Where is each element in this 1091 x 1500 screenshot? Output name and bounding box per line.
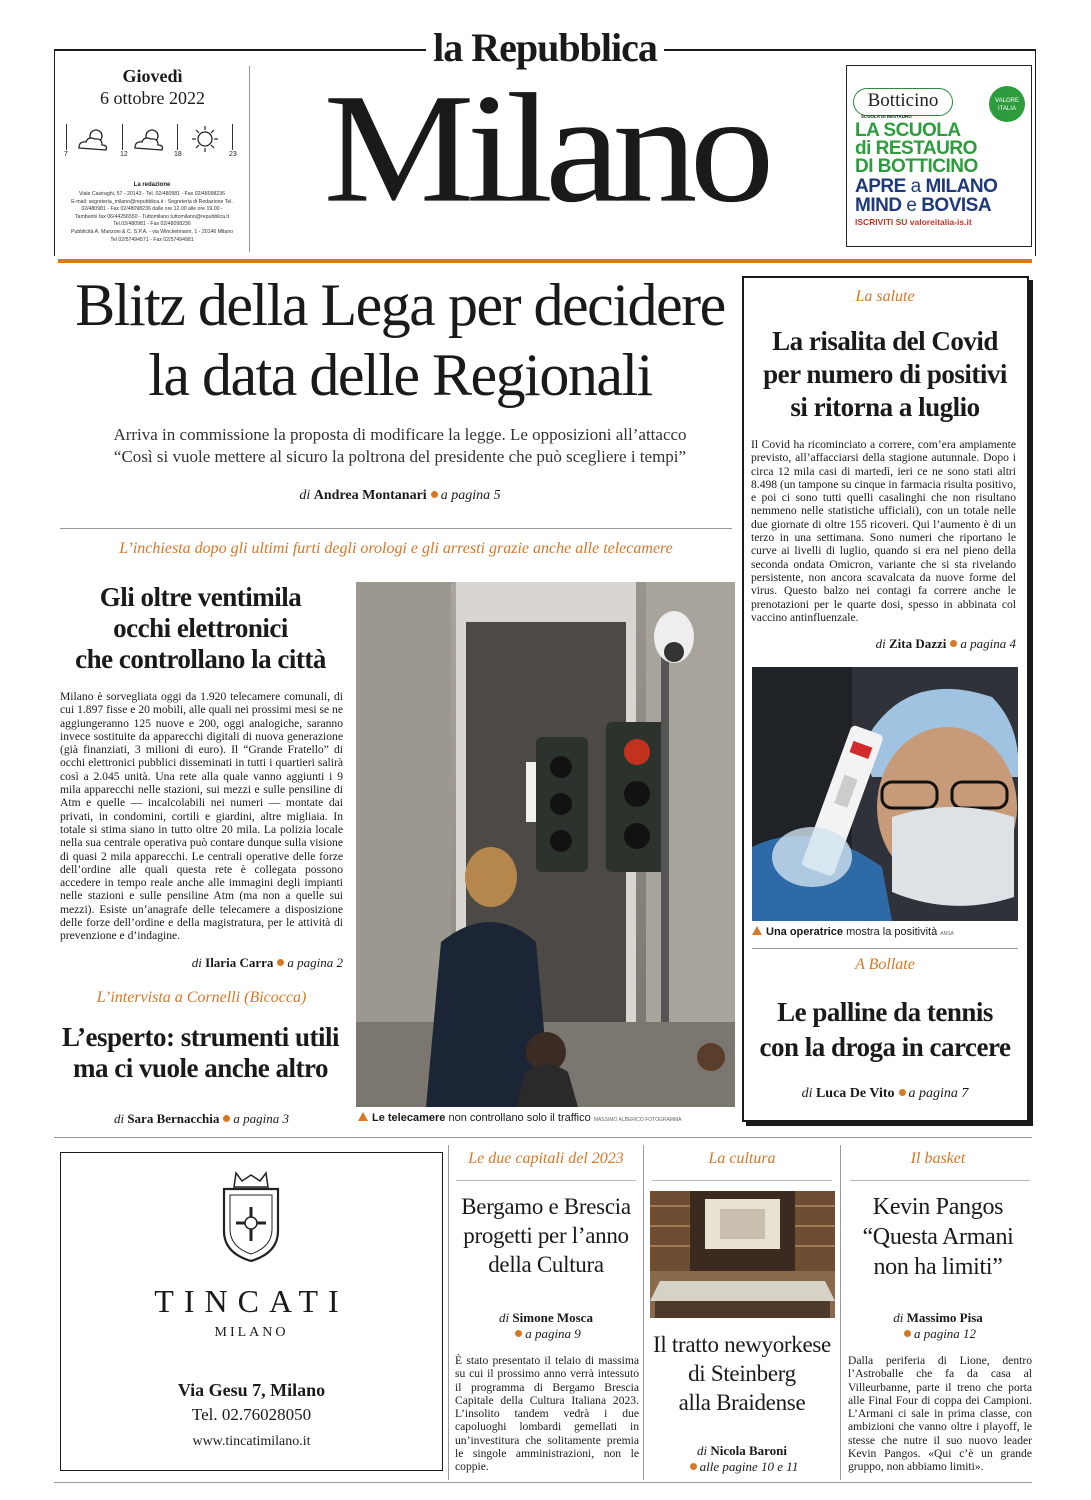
byline-author[interactable]: Zita Dazzi	[888, 636, 947, 651]
ad-line: DI BOTTICINO	[855, 156, 978, 177]
headline-line: Bergamo e Brescia	[461, 1194, 631, 1219]
bullet-icon	[690, 1463, 697, 1470]
headline-line: progetti per l’anno	[463, 1223, 629, 1248]
botticino-logo: Botticino	[853, 88, 953, 116]
page-ref[interactable]: a pagina 5	[440, 488, 501, 503]
byline-prefix: di	[875, 636, 886, 651]
tincati-name: TINCATI	[154, 1283, 349, 1319]
byline-author[interactable]: Massimo Pisa	[906, 1310, 983, 1325]
interview-headline[interactable]	[54, 1022, 347, 1084]
byline-author[interactable]: Simone Mosca	[512, 1310, 593, 1325]
weather-tick	[66, 124, 67, 150]
headline-line: la data delle Regionali	[148, 342, 652, 408]
masthead-divider	[249, 66, 250, 252]
ad-line: di RESTAURO	[855, 138, 977, 159]
byline-prefix: di	[113, 1111, 125, 1126]
sun-icon	[188, 124, 222, 154]
photo-credit: ANSA	[940, 931, 954, 937]
botticino-locations	[855, 177, 997, 215]
health-byline	[751, 636, 1016, 652]
weather-tick	[122, 124, 123, 150]
inquiry-photo-caption	[358, 1112, 738, 1124]
interview-byline	[60, 1111, 343, 1127]
page-bottom-rule	[54, 1482, 1032, 1483]
headline-line: Gli oltre ventimila	[99, 582, 302, 612]
byline-prefix: di	[499, 1310, 510, 1325]
health-body: Il Covid ha ricominciato a correre, com’era ampiamente previsto, all’affacciarsi della stagione autunnale. Dopo i circa 12 mila casi di martedì, ieri ce ne sono stati altri 8.498 (un tampone su cinque in farmacia risulta positivo, e poi ci sono tutti quelli casalinghi che non risultano nemmeno nelle statistiche ufficiali), con un totale nelle due giornate di oltre 155 ricoveri. Qui l’aumento è di un terzo in una settimana. Sono numeri che riportano le curve ai livelli di luglio, quando si era nel pieno della seconda ondata Omicron, variante che si sta rivelando persistente, non ancora scavalcata da nuove forme del virus. Questo balzo nei contagi fa correre anche le prenotazioni per le quarte dosi, spesso in abbinata col vaccino antinfluenzale.	[751, 438, 1016, 624]
redazione-line: Viale Casiraghi, 57 - 20143 - Tel. 02/480981 - Fax 02/48098236	[78, 191, 226, 197]
column-divider	[448, 1145, 449, 1480]
basket-headline[interactable]	[843, 1192, 1033, 1282]
redazione-line: Tel.02/480981 - Fax 02/48098236	[113, 221, 191, 228]
bollate-byline	[745, 1086, 1025, 1102]
byline-prefix: di	[893, 1310, 904, 1325]
traffic-light-photo	[356, 582, 735, 1107]
headline-line: di Steinberg	[688, 1361, 796, 1386]
bullet-icon	[515, 1330, 522, 1337]
cloud-sun-icon	[76, 126, 112, 152]
tincati-crest-icon	[216, 1171, 286, 1263]
botticino-logo-sub: SCUOLA DI RESTAURO	[861, 114, 912, 119]
botticino-headline	[855, 122, 978, 176]
edition-title: Milano	[323, 61, 767, 235]
photo-illustration	[752, 667, 1018, 921]
basket-kicker: Il basket	[910, 1150, 966, 1167]
basket-body: Dalla periferia di Lione, dentro l’Astroballe che fa da casa al Villeurbanne, parte il treno che porta alle Final Four di coppa dei Campioni. L’Armani ci sale in prima classe, con ambizioni che vanno oltre i playoff, le stesse che nutre il suo nuovo leader Kevin Pangos. «Qui c’è un grande gruppo, non abbiamo limiti».	[848, 1354, 1032, 1474]
date-day: Giovedì	[122, 66, 183, 86]
page-ref[interactable]: a pagina 3	[233, 1111, 290, 1126]
photo-illustration	[356, 582, 735, 1107]
headline-line: Le palline da tennis	[777, 997, 993, 1027]
photo-credit: MASSIMO ALBERICO FOTOGRAMMA	[593, 1117, 682, 1123]
ad-word: MILANO	[925, 176, 998, 197]
capitals-kicker: Le due capitali del 2023	[468, 1150, 624, 1167]
weather-tick	[177, 124, 178, 150]
culture-kicker: La cultura	[708, 1150, 776, 1167]
byline-author[interactable]: Luca De Vito	[815, 1086, 895, 1101]
headline-line: per numero di positivi	[763, 359, 1007, 389]
inquiry-byline	[60, 955, 343, 971]
redazione-line: 02/480981 - Fax 02/48098236 dalle ore 12.00 alle ore 19.00 -	[81, 206, 223, 213]
weather-hour: 7	[64, 151, 68, 158]
ad-word: a	[910, 176, 921, 197]
redazione-line: E-mail: segreteria_milano@repubblica.it - Segreteria di Redazione Tel.	[71, 198, 233, 205]
caption-bold: Le telecamere	[372, 1112, 446, 1124]
ad-word: BOVISA	[921, 195, 992, 216]
basket-byline	[843, 1310, 1033, 1342]
inquiry-headline[interactable]	[58, 582, 343, 675]
byline-prefix: di	[801, 1086, 813, 1101]
valore-italia-badge: VALORE ITALIA	[989, 86, 1025, 122]
bullet-icon	[223, 1115, 230, 1122]
byline-author[interactable]: Sara Bernacchia	[127, 1111, 220, 1126]
health-photo-caption	[752, 926, 1018, 938]
headline-line: che controllano la città	[75, 644, 326, 674]
inquiry-kicker: L’inchiesta dopo gli ultimi furti degli orologi e gli arresti grazie anche alle telecamere	[119, 540, 673, 557]
redazione-info	[58, 191, 246, 244]
tincati-website[interactable]: www.tincatimilano.it	[192, 1434, 311, 1449]
weather-hour: 18	[174, 151, 182, 158]
headline-line: Kevin Pangos	[872, 1194, 1004, 1220]
caption-triangle-icon	[358, 1112, 368, 1121]
ad-word: e	[906, 195, 917, 216]
braidense-photo	[650, 1191, 835, 1318]
bollate-headline[interactable]	[745, 995, 1025, 1065]
capitals-headline[interactable]	[452, 1192, 640, 1279]
lead-subhead	[60, 424, 740, 468]
date-full: 6 ottobre 2022	[100, 88, 205, 108]
inquiry-body: Milano è sorvegliata oggi da 1.920 telecamere comunali, di cui 1.897 fisse e 20 mobili, alle quali nei prossimi mesi se ne aggiungeranno 125 nuove e 200, oggi analogiche, saranno invece sostituite da apparecchi digitali di nuova generazione (già finanziati, 3 milioni di euro). Il “Grande Fratello” di occhi elettronici pubblici disseminati in tutti i quartieri salirà così a 2.045 unità. Una rete alla quale vanno aggiunti i 9 mila apparecchi nelle stazioni, sui mezzi e sulle pensiline di Atm e quelle — incalcolabili nei numeri — montate dai privati, in condomini, cortili e giardini, altre migliaia. In totale si stima siano in tutto oltre 20 mila. La polizia locale nella sua centrale operativa può contare dunque sulla visione di quasi 2 mila apparecchi. Le centrali operative delle forze dell’ordine alle quali questa rete è collegata possono accedere in tempo reale anche alle immagini degli impianti nelle stazioni e sulle pensiline Atm (ma non a quelle sui mezzi). Esiste un’anagrafe delle telecamere a disposizione delle forze dell’ordine e della magistratura, per le attività di prevenzione e d’indagine.	[60, 690, 343, 943]
lead-headline[interactable]	[60, 270, 740, 410]
weather-strip	[64, 124, 244, 158]
bollate-kicker: A Bollate	[855, 956, 915, 973]
byline-prefix: di	[191, 955, 202, 970]
headline-line: Il tratto newyorkese	[653, 1332, 831, 1357]
tincati-phone[interactable]: Tel. 02.76028050	[191, 1405, 312, 1424]
caption-bold: Una operatrice	[766, 926, 844, 938]
subhead-line: “Così si vuole mettere al sicuro la poltrona del presidente che può scegliere i tempi”	[113, 447, 687, 466]
section-rule	[60, 528, 732, 529]
redazione-title: La redazione	[133, 182, 171, 188]
frame-left	[54, 51, 55, 256]
capitals-byline	[452, 1310, 640, 1342]
byline-author[interactable]: Nicola Baroni	[710, 1443, 788, 1458]
headline-line: L’esperto: strumenti utili	[62, 1022, 339, 1052]
bullet-icon	[950, 640, 957, 647]
culture-headline[interactable]	[646, 1330, 838, 1417]
headline-line: non ha limiti”	[873, 1254, 1003, 1280]
cloud-sun-icon	[132, 126, 168, 152]
masthead-rule-right	[664, 49, 1036, 51]
byline-author[interactable]: Andrea Montanari	[313, 488, 427, 503]
column-divider	[840, 1145, 841, 1480]
ad-botticino[interactable]	[846, 65, 1032, 247]
headline-line: ma ci vuole anche altro	[73, 1053, 328, 1083]
caption-triangle-icon	[752, 926, 762, 935]
headline-line: occhi elettronici	[113, 613, 288, 643]
byline-author[interactable]: Ilaria Carra	[205, 955, 274, 970]
bullet-icon	[277, 959, 284, 966]
page-ref[interactable]: a pagina 7	[908, 1086, 969, 1101]
headline-line: alla Braidense	[678, 1390, 806, 1415]
kicker-rule	[456, 1180, 636, 1181]
capitals-body: È stato presentato il telaio di massima su cui il prossimo anno verrà intessuto il programma di Bergamo Brescia Capitale della Cultura Italiana 2023. L’insolito tandem vedrà i due capoluoghi lombardi gemellati in un’investitura che solitamente premia le singole amministrazioni, non le coppie.	[455, 1354, 639, 1474]
ad-word: APRE	[855, 176, 906, 197]
headline-line: La risalita del Covid	[772, 326, 998, 356]
health-headline[interactable]	[745, 325, 1025, 424]
ad-tincati[interactable]	[60, 1152, 443, 1471]
weather-hour: 12	[120, 151, 128, 158]
headline-line: con la droga in carcere	[759, 1032, 1011, 1062]
bullet-icon	[904, 1330, 911, 1337]
masthead-rule-left	[54, 49, 426, 51]
page-ref[interactable]: a pagina 2	[287, 955, 343, 970]
lead-byline	[60, 488, 740, 504]
botticino-cta[interactable]: ISCRIVITI SU valoreitalia-is.it	[855, 217, 972, 227]
page-ref[interactable]: a pagina 9	[525, 1326, 581, 1341]
frame-right	[1035, 51, 1036, 256]
ad-word: MIND	[855, 195, 902, 216]
headline-line: della Cultura	[488, 1252, 604, 1277]
section-rule	[752, 948, 1018, 949]
bullet-icon	[899, 1089, 906, 1096]
photo-illustration	[650, 1191, 835, 1318]
headline-line: si ritorna a luglio	[790, 392, 980, 422]
headline-line: “Questa Armani	[862, 1224, 1014, 1250]
brand-name[interactable]: la Repubblica	[433, 25, 657, 70]
caption-text: non controllano solo il traffico	[448, 1112, 591, 1124]
page-ref[interactable]: a pagina 12	[913, 1326, 977, 1341]
tincati-city: MILANO	[214, 1325, 289, 1340]
column-divider	[643, 1145, 644, 1480]
health-kicker: La salute	[855, 288, 915, 305]
bullet-icon	[431, 491, 438, 498]
weather-tick	[232, 124, 233, 150]
ad-line: LA SCUOLA	[855, 120, 961, 141]
byline-prefix: di	[299, 488, 311, 503]
kicker-rule	[850, 1180, 1030, 1181]
culture-byline	[646, 1443, 838, 1475]
redazione-line: Tel 02/57494571 - Fax 02/57494981	[110, 236, 194, 243]
redazione-line: Tamburini fax 06/44256550 - Tuttomilano tuttomilano@repubblica.it	[74, 213, 230, 220]
byline-prefix: di	[696, 1443, 708, 1458]
masthead-orange-rule	[58, 259, 1032, 263]
interview-kicker: L’intervista a Cornelli (Bicocca)	[96, 989, 307, 1006]
covid-test-photo	[752, 667, 1018, 921]
tincati-address: Via Gesu 7, Milano	[177, 1380, 326, 1400]
bottom-strip-rule	[54, 1137, 1032, 1138]
page-ref[interactable]: a pagina 4	[960, 636, 1016, 651]
caption-text: mostra la positività	[846, 926, 938, 938]
subhead-line: Arriva in commissione la proposta di modificare la legge. Le opposizioni all’attacco	[113, 425, 687, 444]
redazione-line: Pubblicità A. Manzoni & C. S.P.A. - via Winckelmann, 1 - 20146 Milano	[71, 228, 233, 235]
kicker-rule	[652, 1180, 832, 1181]
weather-hour: 23	[229, 151, 237, 158]
page-ref[interactable]: alle pagine 10 e 11	[699, 1459, 799, 1474]
headline-line: Blitz della Lega per decidere	[75, 272, 725, 338]
